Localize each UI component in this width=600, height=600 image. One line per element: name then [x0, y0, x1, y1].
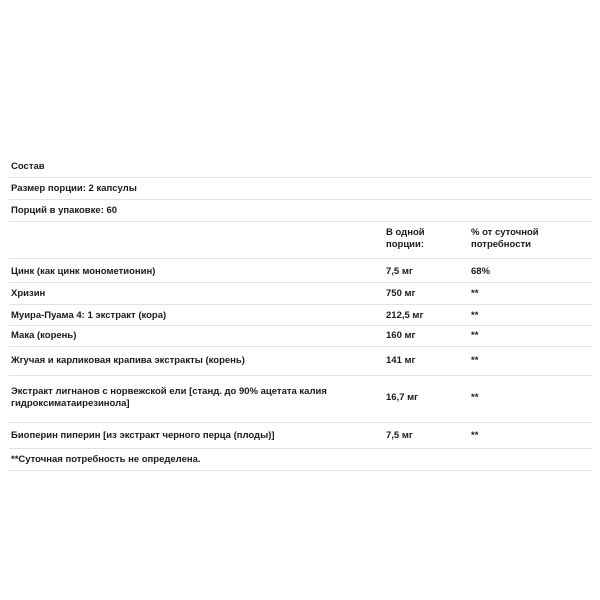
amount-header-line1: В одной	[386, 227, 425, 238]
footnote-row	[9, 449, 592, 471]
dv-header-line1: % от суточной	[471, 227, 539, 238]
ingredient-daily-value: 68%	[471, 266, 491, 277]
ingredient-name: Муира-Пуама 4: 1 экстракт (кора)	[11, 310, 167, 321]
amount-header-line2: порции:	[386, 239, 425, 250]
ingredient-daily-value: **	[471, 288, 479, 299]
section-title-row	[9, 155, 592, 178]
ingredient-row	[9, 283, 592, 305]
ingredient-row	[9, 347, 592, 376]
serving-size: Размер порции: 2 капсулы	[11, 183, 137, 194]
ingredient-name: Биоперин пиперин [из экстракт черного перца (плоды)]	[11, 430, 275, 441]
ingredient-name-line2: гидроксиматаирезинола]	[11, 398, 130, 409]
ingredient-name	[11, 386, 371, 410]
ingredient-amount: 141 мг	[386, 355, 416, 366]
ingredient-name: Жгучая и карликовая крапива экстракты (корень)	[11, 355, 245, 366]
servings-per-container-row	[9, 200, 592, 222]
ingredient-row	[9, 423, 592, 449]
ingredient-daily-value: **	[471, 310, 479, 321]
ingredient-amount: 7,5 мг	[386, 430, 413, 441]
section-title: Состав	[11, 161, 45, 172]
ingredient-daily-value: **	[471, 330, 479, 341]
ingredient-name: Цинк (как цинк монометионин)	[11, 266, 156, 277]
ingredient-name: Хризин	[11, 288, 46, 299]
servings-per-container: Порций в упаковке: 60	[11, 205, 118, 216]
amount-column-header	[386, 227, 466, 251]
ingredient-amount: 160 мг	[386, 330, 416, 341]
ingredient-row	[9, 326, 592, 347]
ingredient-row	[9, 376, 592, 423]
ingredient-amount: 212,5 мг	[386, 310, 424, 321]
column-header-row	[9, 222, 592, 259]
daily-value-column-header	[471, 227, 581, 251]
ingredient-row	[9, 305, 592, 326]
ingredient-daily-value: **	[471, 430, 479, 441]
ingredient-row	[9, 259, 592, 283]
ingredient-daily-value: **	[471, 392, 479, 403]
ingredient-amount: 750 мг	[386, 288, 416, 299]
ingredient-daily-value: **	[471, 355, 479, 366]
footnote: **Суточная потребность не определена.	[11, 454, 201, 465]
supplement-facts-table	[9, 155, 592, 471]
ingredient-amount: 16,7 мг	[386, 392, 419, 403]
serving-size-row	[9, 178, 592, 200]
ingredient-amount: 7,5 мг	[386, 266, 413, 277]
ingredient-name: Мака (корень)	[11, 330, 77, 341]
dv-header-line2: потребности	[471, 239, 531, 250]
ingredient-name-line1: Экстракт лигнанов с норвежской ели [станд. до 90% ацетата калия	[11, 386, 327, 397]
